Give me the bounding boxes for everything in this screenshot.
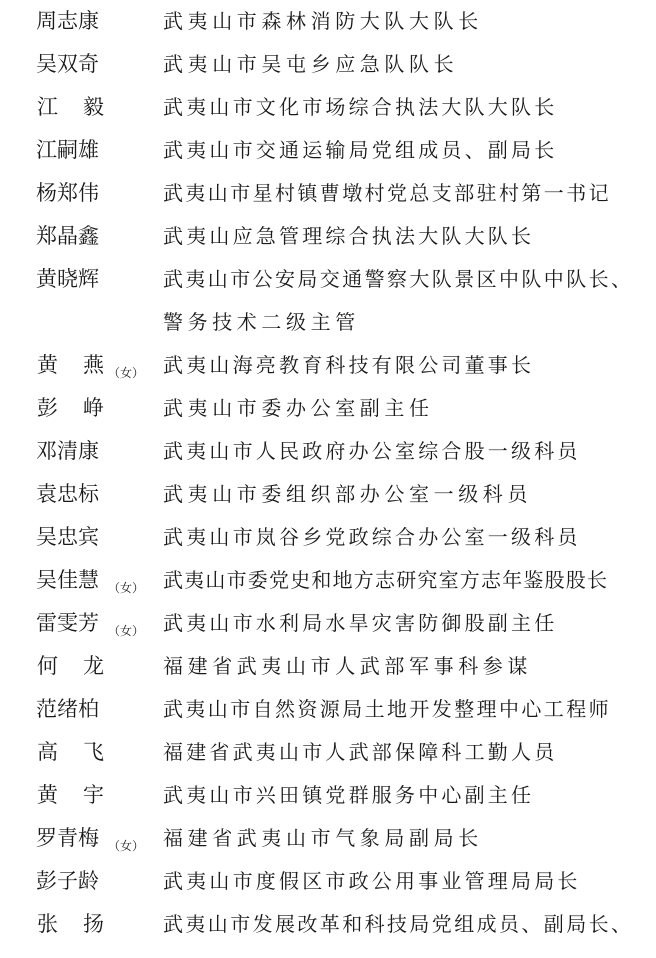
person-title: 武夷山市人民政府办公室综合股一级科员 (163, 439, 581, 463)
list-item (0, 430, 656, 473)
name-char-first: 江 (37, 95, 58, 119)
name-char-first: 高 (37, 740, 58, 764)
list-item (0, 258, 656, 301)
name-char-first: 何 (37, 654, 58, 678)
person-title: 福建省武夷山市人武部军事科参谋 (163, 654, 532, 678)
person-name: 周志康 (36, 9, 99, 33)
person-name (36, 86, 105, 129)
person-name: 邓清康 (36, 439, 99, 463)
person-name: 吴佳慧 (36, 568, 99, 592)
person-name: 袁忠标 (36, 482, 99, 506)
list-item (0, 172, 656, 215)
person-title: 武夷山市吴屯乡应急队队长 (163, 52, 459, 76)
person-title: 武夷山市文化市场综合执法大队大队长 (163, 95, 558, 119)
list-item (0, 86, 656, 129)
person-title: 福建省武夷山市气象局副局长 (163, 826, 483, 850)
person-title: 武夷山市水利局水旱灾害防御股副主任 (163, 611, 558, 635)
person-name: 江嗣雄 (36, 138, 99, 162)
name-char-last: 龙 (83, 654, 104, 678)
name-char-first: 彭 (37, 396, 58, 420)
list-item (0, 860, 656, 903)
list-item-continuation (0, 301, 656, 344)
person-name (36, 731, 105, 774)
person-name (36, 387, 105, 430)
person-title: 武夷山市发展改革和科技局党组成员、副局长、 (163, 912, 634, 936)
list-item (0, 817, 656, 860)
person-title: 武夷山市委党史和地方志研究室方志年鉴股股长 (163, 568, 609, 592)
list-item (0, 473, 656, 516)
person-name (36, 774, 105, 817)
person-name: 雷雯芳 (36, 611, 99, 635)
list-item (0, 0, 656, 43)
person-title: 武夷山市自然资源局土地开发整理中心工程师 (163, 697, 611, 721)
name-char-last: 宇 (83, 783, 104, 807)
list-item (0, 774, 656, 817)
name-char-first: 张 (37, 912, 58, 936)
person-title: 武夷山市委组织部办公室一级科员 (163, 482, 532, 506)
name-char-last: 毅 (83, 95, 104, 119)
female-mark: （女） (108, 624, 145, 638)
list-item (0, 688, 656, 731)
name-char-last: 峥 (83, 396, 104, 420)
list-item (0, 903, 656, 946)
person-title: 武夷山市森林消防大队大队长 (163, 9, 483, 33)
list-item (0, 559, 656, 602)
person-name: 吴双奇 (36, 52, 99, 76)
list-item (0, 43, 656, 86)
name-char-first: 黄 (37, 783, 58, 807)
name-char-last: 燕 (83, 353, 104, 377)
list-item (0, 516, 656, 559)
person-name: 杨郑伟 (36, 181, 99, 205)
person-name: 郑晶鑫 (36, 224, 99, 248)
person-name: 黄晓辉 (36, 267, 99, 291)
person-name (36, 344, 105, 387)
person-name: 罗青梅 (36, 826, 99, 850)
person-name (36, 903, 105, 946)
list-item (0, 129, 656, 172)
name-char-last: 飞 (83, 740, 104, 764)
person-name (36, 645, 105, 688)
person-title: 武夷山市交通运输局党组成员、副局长 (163, 138, 558, 162)
person-title: 福建省武夷山市人武部保障科工勤人员 (163, 740, 558, 764)
person-title: 武夷山市兴田镇党群服务中心副主任 (163, 783, 535, 807)
name-char-first: 黄 (37, 353, 58, 377)
list-item (0, 731, 656, 774)
person-title: 武夷山市委办公室副主任 (163, 396, 434, 420)
person-title: 武夷山市星村镇曹墩村党总支部驻村第一书记 (163, 181, 611, 205)
person-name: 彭子龄 (36, 869, 99, 893)
female-mark: （女） (108, 366, 145, 380)
person-title: 武夷山市岚谷乡党政综合办公室一级科员 (163, 525, 581, 549)
person-title: 武夷山应急管理综合执法大队大队长 (163, 224, 535, 248)
list-item (0, 387, 656, 430)
person-title-continuation: 警务技术二级主管 (163, 310, 360, 334)
female-mark: （女） (108, 839, 145, 853)
person-name: 吴忠宾 (36, 525, 99, 549)
list-item (0, 215, 656, 258)
list-item (0, 602, 656, 645)
person-title: 武夷山市公安局交通警察大队景区中队中队长、 (163, 267, 634, 291)
name-char-last: 扬 (83, 912, 104, 936)
person-name: 范绪柏 (36, 697, 99, 721)
person-title: 武夷山市度假区市政公用事业管理局局长 (163, 869, 581, 893)
female-mark: （女） (108, 581, 145, 595)
list-item (0, 344, 656, 387)
person-title: 武夷山海亮教育科技有限公司董事长 (163, 353, 535, 377)
list-item (0, 645, 656, 688)
